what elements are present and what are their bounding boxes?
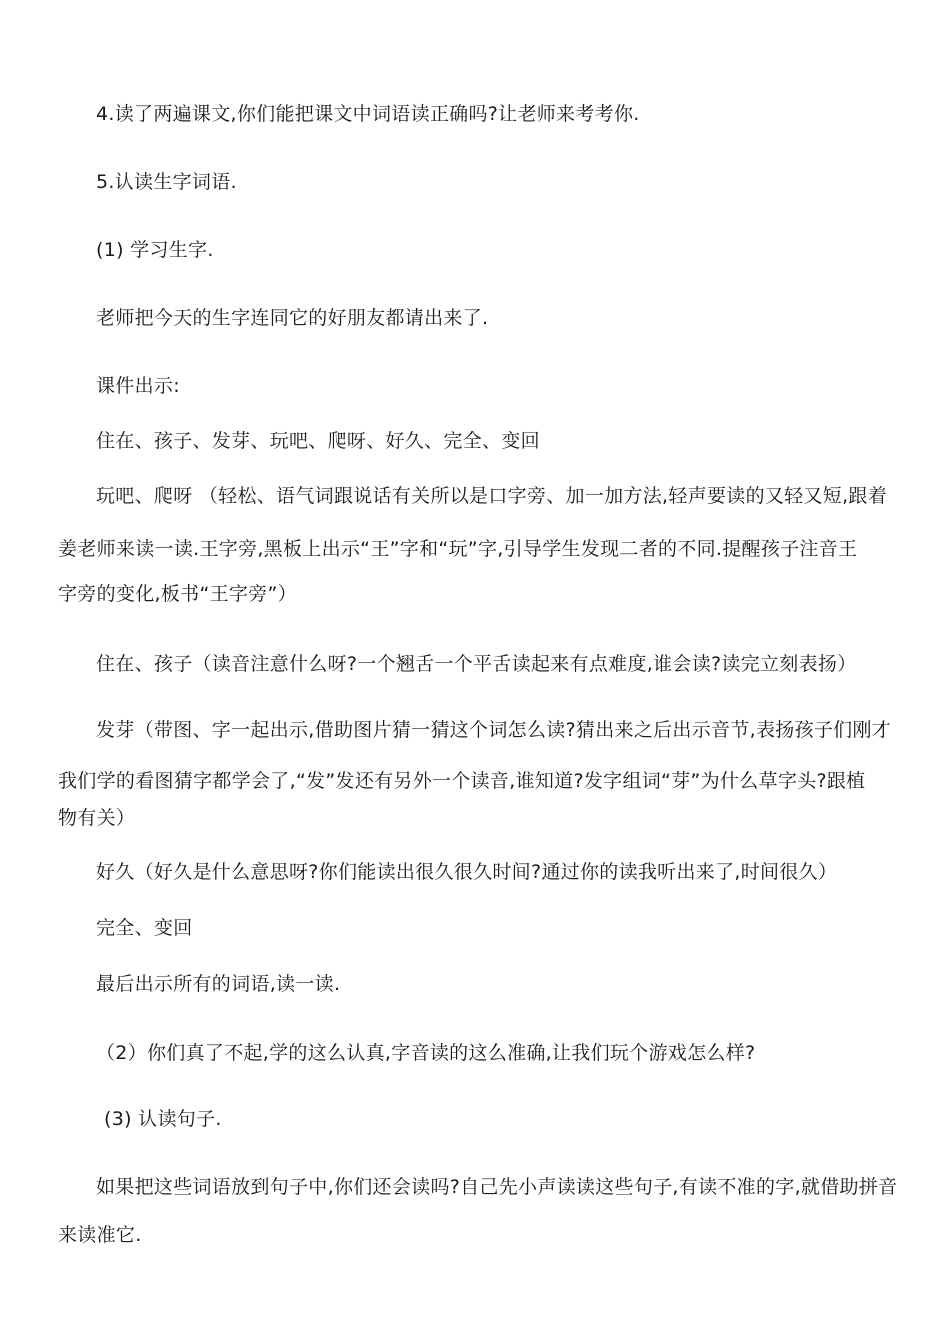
paragraph-line-9: 字旁的变化,板书“王字旁”） <box>58 583 297 605</box>
paragraph-line-5: 课件出示: <box>96 375 180 397</box>
paragraph-line-2: 5.认读生字词语. <box>96 171 237 193</box>
paragraph-line-6: 住在、孩子、发芽、玩吧、爬呀、好久、完全、变回 <box>96 430 540 452</box>
paragraph-line-14: 好久（好久是什么意思呀?你们能读出很久很久时间?通过你的读我听出来了,时间很久） <box>96 861 838 883</box>
paragraph-line-10: 住在、孩子（读音注意什么呀?一个翘舌一个平舌读起来有点难度,谁会读?读完立刻表扬） <box>96 653 857 675</box>
paragraph-line-12: 我们学的看图猜字都学会了,“发”发还有另外一个读音,谁知道?发字组词“芽”为什么草字头?跟植 <box>58 770 866 792</box>
paragraph-line-8: 姜老师来读一读.王字旁,黑板上出示“王”字和“玩”字,引导学生发现二者的不同.提醒孩子注音王 <box>58 538 858 560</box>
paragraph-line-17: （2）你们真了不起,学的这么认真,字音读的这么准确,让我们玩个游戏怎么样? <box>96 1042 756 1064</box>
paragraph-line-15: 完全、变回 <box>96 917 193 939</box>
paragraph-line-3: (1) 学习生字. <box>96 239 214 261</box>
paragraph-line-19: 如果把这些词语放到句子中,你们还会读吗?自己先小声读读这些句子,有读不准的字,就借助拼音 <box>96 1176 898 1198</box>
paragraph-line-1: 4.读了两遍课文,你们能把课文中词语读正确吗?让老师来考考你. <box>96 103 640 125</box>
paragraph-line-11: 发芽（带图、字一起出示,借助图片猜一猜这个词怎么读?猜出来之后出示音节,表扬孩子们刚才 <box>96 719 892 741</box>
paragraph-line-18: (3) 认读句子. <box>104 1108 222 1130</box>
paragraph-line-7: 玩吧、爬呀 （轻松、语气词跟说话有关所以是口字旁、加一加方法,轻声要读的又轻又短,跟着 <box>96 485 888 507</box>
paragraph-line-4: 老师把今天的生字连同它的好朋友都请出来了. <box>96 307 489 329</box>
paragraph-line-13: 物有关） <box>58 807 136 829</box>
paragraph-line-20: 来读准它. <box>58 1224 142 1246</box>
paragraph-line-16: 最后出示所有的词语,读一读. <box>96 973 341 995</box>
